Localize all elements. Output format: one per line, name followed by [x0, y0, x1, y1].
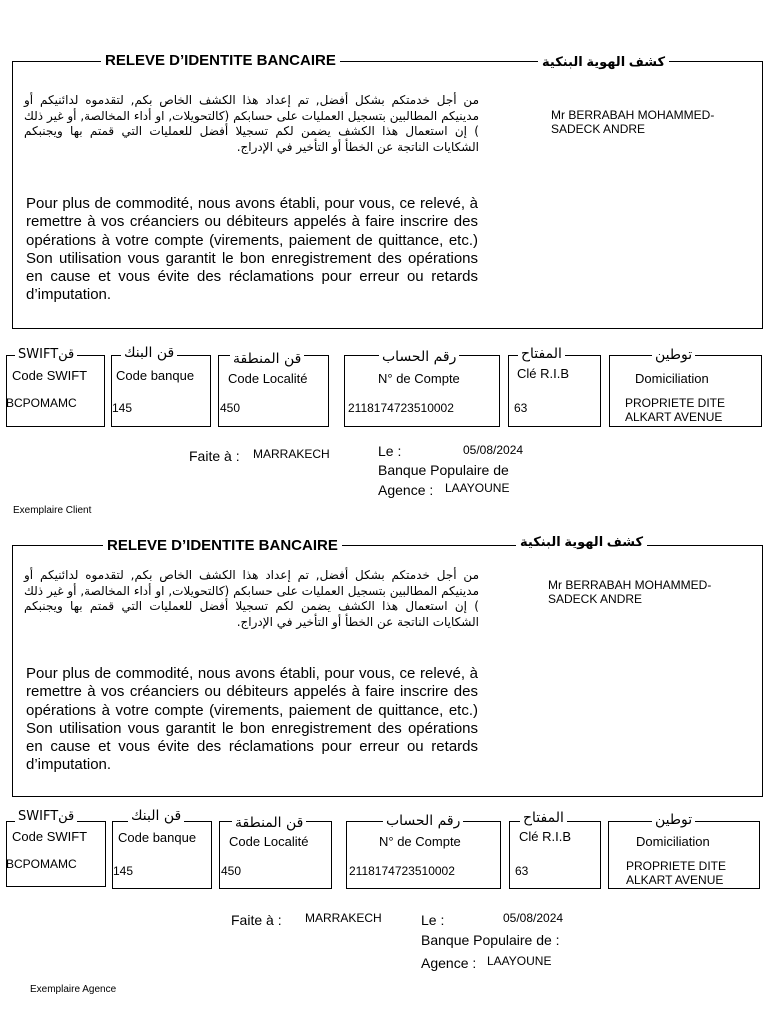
issue-date-value: 05/08/2024	[503, 911, 564, 925]
domiciliation-label: Domiciliation	[636, 834, 710, 849]
rib-key-value: 63	[515, 864, 529, 878]
issue-date-label: Le :	[378, 443, 402, 459]
issue-place-value: MARRAKECH	[305, 911, 382, 925]
swift-label-ar: قنSWIFT	[15, 347, 77, 363]
locality-code-field	[219, 821, 332, 889]
locality-code-value: 450	[220, 401, 241, 415]
copy-label: Exemplaire Agence	[30, 984, 117, 995]
account-number-value: 2118174723510002	[349, 864, 455, 878]
locality-code-value: 450	[221, 864, 242, 878]
agency-value: LAAYOUNE	[487, 954, 552, 968]
issue-date-label: Le :	[421, 912, 445, 928]
swift-label-ar: قنSWIFT	[15, 809, 77, 825]
bank-code-value: 145	[113, 864, 134, 878]
rib-key-label: Clé R.I.B	[519, 829, 572, 844]
account-holder-name: Mr BERRABAH MOHAMMED-SADECK ANDRE	[548, 578, 712, 606]
agency-label: Agence :	[421, 955, 477, 971]
rib-title-fr: RELEVE D’IDENTITE BANCAIRE	[103, 537, 342, 554]
bank-name-line: Banque Populaire de :	[421, 932, 560, 948]
agency-label: Agence :	[378, 482, 434, 498]
rib-key-label-ar: المفتاح	[518, 346, 565, 362]
rib-title-ar: كشف الهوية البنكية	[516, 534, 647, 550]
locality-code-label: Code Localité	[229, 834, 309, 849]
domiciliation-label-ar: توطين	[652, 347, 695, 363]
account-number-field	[346, 821, 501, 889]
intro-text-fr: Pour plus de commodité, nous avons établi, pour vous, ce relevé, à remettre à vos créanciers ou débiteurs appelés à faire inscrire des opérations à votre compte (virements, paiement de quittance, etc.) Son utilisation vous garantit le bon enregistrement des opérations en cause et vous évite des réclamations pour erreur ou retards d’imputation.	[26, 195, 478, 304]
account-number-label-ar: رقم الحساب	[379, 349, 459, 365]
domiciliation-label: Domiciliation	[635, 371, 709, 386]
domiciliation-value: PROPRIETE DITE ALKART AVENUE	[626, 859, 727, 887]
swift-value: BCPOMAMC	[6, 857, 77, 871]
account-holder-name: Mr BERRABAH MOHAMMED-SADECK ANDRE	[551, 108, 715, 136]
account-number-label-ar: رقم الحساب	[383, 813, 463, 829]
issue-date-value: 05/08/2024	[463, 443, 524, 457]
bank-code-label-ar: قن البنك	[128, 808, 184, 824]
locality-code-label-ar: قن المنطقة	[230, 351, 304, 367]
intro-text-ar: من أجل خدمتكم بشكل أفضل, تم إعداد هذا الكشف الخاص بكم, لتقدموه لدائنيكم أو مدينيكم المطالبين بتسجيل العمليات على حسابكم (كالتحويلات, او أداء المخالصة, أو غير ذلك ) إن استعمال هذا الكشف يضمن لكم تسجيلا أفضل للعمليات التي قمتم بها ويجنبكم الشكايات الناتجة عن الخطأ أو التأخير في الإدراج.	[24, 568, 479, 629]
bank-code-value: 145	[112, 401, 133, 415]
account-number-label: N° de Compte	[378, 371, 460, 386]
issue-place-value: MARRAKECH	[253, 447, 330, 461]
bank-name-line: Banque Populaire de	[378, 462, 509, 478]
rib-title-ar: كشف الهوية البنكية	[538, 54, 669, 70]
swift-label: Code SWIFT	[12, 368, 88, 383]
swift-label: Code SWIFT	[12, 829, 88, 844]
rib-key-label: Clé R.I.B	[517, 366, 570, 381]
swift-field	[6, 355, 105, 427]
intro-text-ar: من أجل خدمتكم بشكل أفضل, تم إعداد هذا الكشف الخاص بكم, لتقدموه لدائنيكم أو مدينيكم المطالبين بتسجيل العمليات على حسابكم (كالتحويلات, او أداء المخالصة, أو غير ذلك ) إن استعمال هذا الكشف يضمن لكم تسجيلا أفضل للعمليات التي قمتم بها ويجنبكم الشكايات الناتجة عن الخطأ أو التأخير في الإدراج.	[24, 93, 479, 154]
rib-key-value: 63	[514, 401, 528, 415]
rib-key-label-ar: المفتاح	[520, 810, 567, 826]
bank-code-field	[111, 355, 211, 427]
issue-place-label: Faite à :	[189, 448, 240, 464]
account-number-label: N° de Compte	[379, 834, 461, 849]
bank-code-label-ar: قن البنك	[121, 345, 177, 361]
locality-code-label-ar: قن المنطقة	[232, 815, 306, 831]
intro-text-fr: Pour plus de commodité, nous avons établi, pour vous, ce relevé, à remettre à vos créanciers ou débiteurs appelés à faire inscrire des opérations à votre compte (virements, paiement de quittance, etc.) Son utilisation vous garantit le bon enregistrement des opérations en cause et vous évite des réclamations pour erreur ou retards d’imputation.	[26, 665, 478, 774]
agency-value: LAAYOUNE	[445, 481, 510, 495]
locality-code-label: Code Localité	[228, 371, 308, 386]
issue-place-label: Faite à :	[231, 912, 282, 928]
domiciliation-label-ar: توطين	[652, 812, 695, 828]
bank-code-label: Code banque	[116, 368, 195, 383]
rib-title-fr: RELEVE D’IDENTITE BANCAIRE	[101, 52, 340, 69]
swift-value: BCPOMAMC	[6, 396, 77, 410]
account-number-field	[344, 355, 500, 427]
domiciliation-value: PROPRIETE DITE ALKART AVENUE	[625, 396, 726, 424]
account-number-value: 2118174723510002	[348, 401, 454, 415]
bank-code-label: Code banque	[118, 830, 197, 845]
copy-label: Exemplaire Client	[13, 505, 92, 516]
